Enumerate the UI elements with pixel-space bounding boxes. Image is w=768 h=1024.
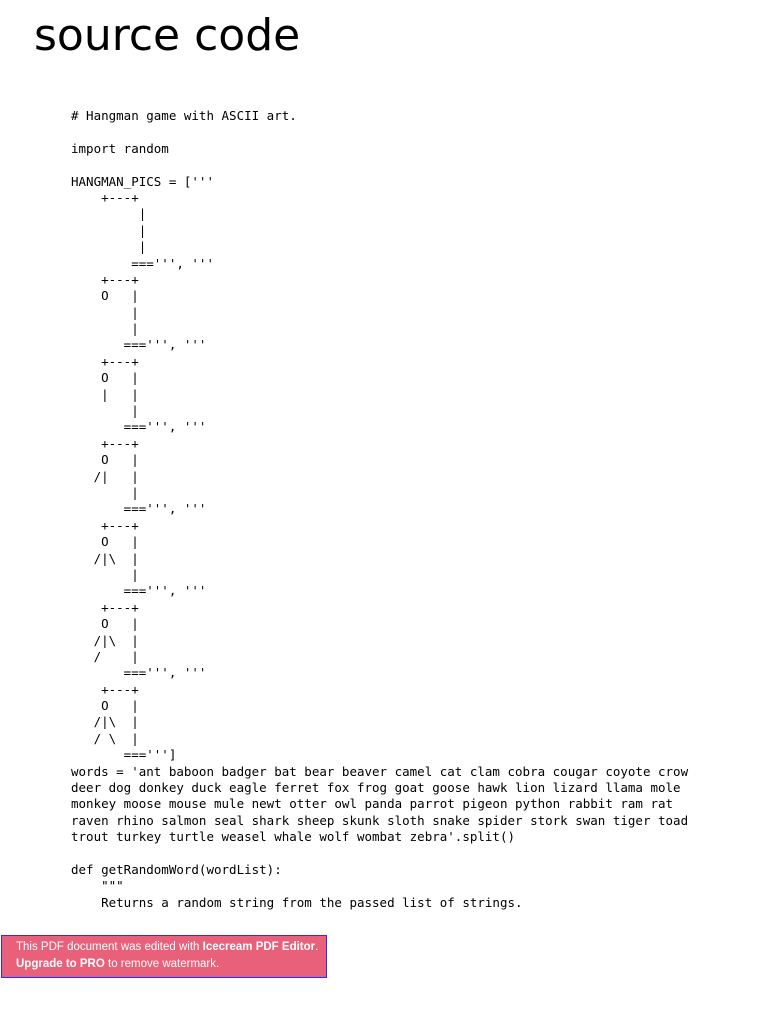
code-line: /| | xyxy=(71,468,139,484)
code-line: ===''', ''' xyxy=(71,419,207,435)
code-line: ===''', ''' xyxy=(71,583,207,599)
code-line: O | xyxy=(71,288,139,304)
code-line: +---+ xyxy=(71,599,139,615)
code-line: ===''', ''' xyxy=(71,255,214,271)
code-line: | xyxy=(71,484,139,500)
code-line: | xyxy=(71,206,147,222)
code-line: +---+ xyxy=(71,271,139,287)
code-line: +---+ xyxy=(71,189,139,205)
code-line xyxy=(71,124,688,140)
code-line: | xyxy=(71,566,139,582)
code-line: | xyxy=(71,321,139,337)
code-line: O | xyxy=(71,534,139,550)
code-line: O | xyxy=(71,698,139,714)
code-line: +---+ xyxy=(71,353,139,369)
upgrade-link[interactable]: Upgrade to PRO xyxy=(16,958,105,970)
code-line: O | xyxy=(71,452,139,468)
code-line: /|\ | xyxy=(71,714,139,730)
code-line: raven rhino salmon seal shark sheep skunk sloth snake spider stork swan tiger toad xyxy=(71,812,689,828)
code-line: monkey moose mouse mule newt otter owl panda parrot pigeon python rabbit ram rat xyxy=(71,796,674,812)
code-line: def getRandomWord(wordList): xyxy=(71,861,282,877)
code-line xyxy=(71,157,688,173)
code-line: Returns a random string from the passed list of strings. xyxy=(71,894,523,910)
code-line: """ xyxy=(71,878,124,894)
code-line: +---+ xyxy=(71,435,139,451)
code-line: import random xyxy=(71,140,169,156)
code-line: +---+ xyxy=(71,517,139,533)
watermark-line-1 xyxy=(16,939,326,956)
code-line: words = 'ant baboon badger bat bear beaver camel cat clam cobra cougar coyote crow xyxy=(71,763,689,779)
code-line: / | xyxy=(71,648,139,664)
code-line: /|\ | xyxy=(71,632,139,648)
code-block xyxy=(71,108,688,911)
code-line: /|\ | xyxy=(71,550,139,566)
code-line: ===''', ''' xyxy=(71,337,207,353)
code-line xyxy=(71,846,688,862)
code-line: | xyxy=(71,403,139,419)
watermark-rest: to remove watermark. xyxy=(104,958,220,970)
watermark-suffix: . xyxy=(315,941,319,953)
code-line: deer dog donkey duck eagle ferret fox frog goat goose hawk lion lizard llama mole xyxy=(71,780,681,796)
code-line: | xyxy=(71,222,147,238)
code-line: | xyxy=(71,304,139,320)
code-line: +---+ xyxy=(71,681,139,697)
code-line: O | xyxy=(71,616,139,632)
code-line: trout turkey turtle weasel whale wolf wombat zebra'.split() xyxy=(71,829,516,845)
code-line: ==='''] xyxy=(71,747,177,763)
watermark-prefix: This PDF document was edited with xyxy=(16,941,203,953)
page-title: source code xyxy=(34,10,301,61)
code-line: | | xyxy=(71,386,139,402)
watermark-line-2 xyxy=(16,956,326,973)
code-line: ===''', ''' xyxy=(71,501,207,517)
code-line: ===''', ''' xyxy=(71,665,207,681)
code-line: | xyxy=(71,239,147,255)
watermark-banner[interactable] xyxy=(1,935,327,978)
watermark-brand: Icecream PDF Editor xyxy=(202,941,316,953)
code-line: O | xyxy=(71,370,139,386)
code-line: # Hangman game with ASCII art. xyxy=(71,108,297,123)
code-line: / \ | xyxy=(71,730,139,746)
code-line: HANGMAN_PICS = [''' xyxy=(71,173,214,189)
